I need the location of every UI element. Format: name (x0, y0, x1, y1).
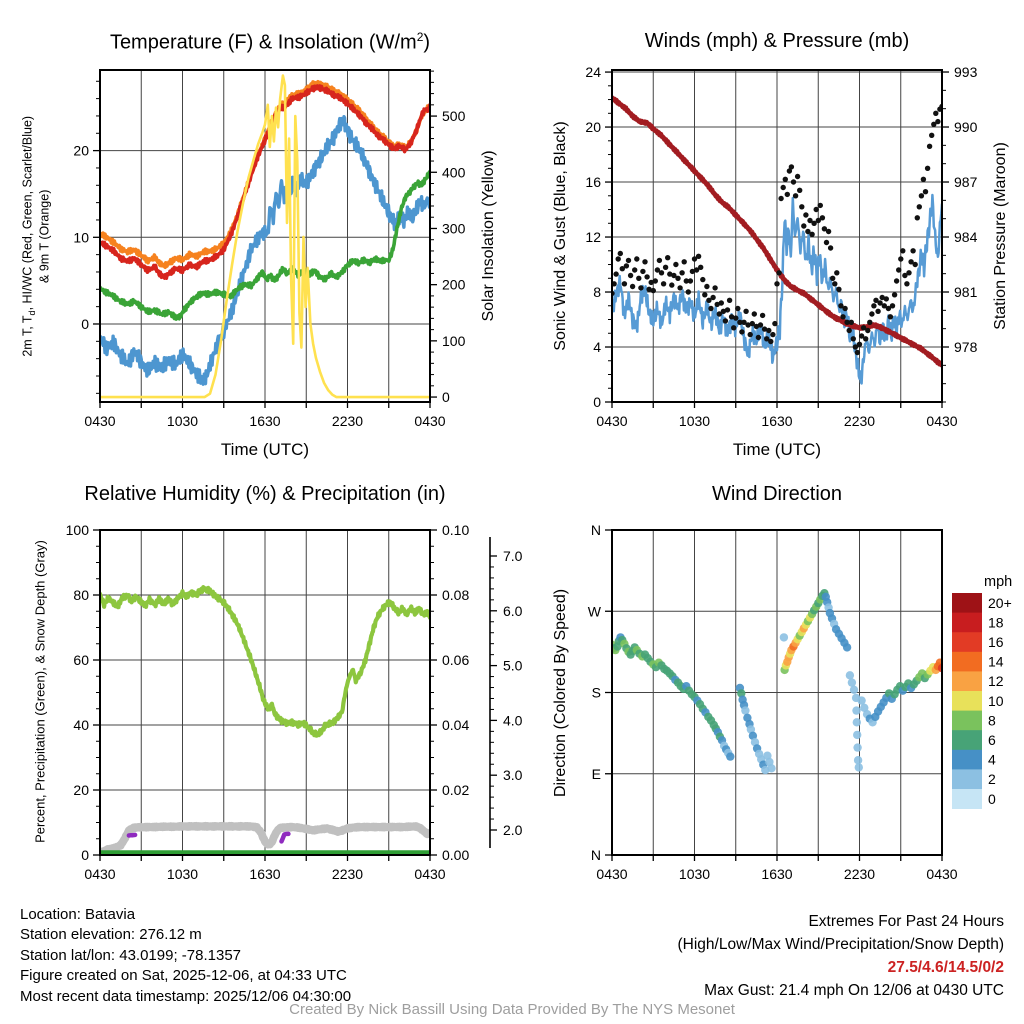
svg-text:200: 200 (442, 276, 466, 293)
svg-text:E: E (591, 765, 601, 782)
svg-text:2230: 2230 (331, 413, 364, 429)
temp-title-text: Temperature (F) & Insolation (W/m (109, 31, 417, 54)
svg-text:984: 984 (954, 229, 978, 246)
svg-text:978: 978 (954, 339, 978, 356)
svg-text:8: 8 (593, 284, 601, 301)
temp-xaxis-label: Time (UTC) (220, 440, 310, 459)
created-line: Figure created on Sat, 2025-12-06, at 04:33 UTC (20, 967, 347, 985)
svg-text:0430: 0430 (596, 866, 628, 882)
max-gust-line: Max Gust: 21.4 mph On 12/06 at 0430 UTC (704, 982, 1004, 999)
temp-panel-title (40, 30, 500, 55)
svg-text:0430: 0430 (596, 413, 628, 429)
svg-text:0.02: 0.02 (442, 782, 470, 798)
temp-ylabel-sub: d (27, 310, 38, 316)
svg-text:18: 18 (988, 614, 1004, 631)
rh-yaxis-label: Percent, Precipitation (Green), & Snow Depth (Gray) (32, 540, 48, 843)
svg-text:20: 20 (73, 782, 89, 798)
svg-text:0430: 0430 (84, 413, 116, 429)
extremes-block (678, 910, 1005, 1002)
temp-ylabel-line2: & 9m T (Orange) (37, 189, 52, 283)
svg-text:4.0: 4.0 (503, 712, 523, 729)
svg-text:0: 0 (81, 847, 89, 863)
svg-text:1630: 1630 (249, 866, 281, 882)
svg-text:2: 2 (988, 771, 996, 788)
svg-text:4: 4 (988, 751, 996, 768)
svg-text:0.04: 0.04 (442, 717, 470, 733)
svg-text:14: 14 (988, 653, 1004, 670)
svg-text:20: 20 (585, 119, 601, 136)
svg-text:400: 400 (442, 164, 466, 181)
temp-title-sup: 2 (416, 30, 424, 44)
svg-text:0.10: 0.10 (442, 522, 470, 538)
pressure-yaxis-label: Station Pressure (Maroon) (992, 142, 1009, 330)
svg-text:N: N (590, 847, 601, 863)
temp-ylabel-pre: 2m T, T (20, 315, 35, 357)
extremes-title: Extremes For Past 24 Hours (808, 913, 1004, 930)
svg-text:1030: 1030 (678, 866, 711, 882)
svg-text:6.0: 6.0 (503, 602, 523, 619)
extremes-subtitle: (High/Low/Max Wind/Precipitation/Snow Depth) (677, 936, 1004, 953)
elevation-line: Station elevation: 276.12 m (20, 926, 202, 944)
svg-text:987: 987 (954, 174, 978, 191)
timestamp-line: Most recent data timestamp: 2025/12/06 04:30:00 (20, 987, 352, 1005)
location-line: Location: Batavia (20, 906, 136, 923)
svg-text:6: 6 (988, 732, 996, 748)
svg-text:1030: 1030 (166, 866, 199, 882)
svg-text:5.0: 5.0 (503, 657, 523, 674)
svg-text:12: 12 (988, 673, 1004, 690)
svg-text:W: W (587, 603, 601, 620)
svg-text:0: 0 (81, 315, 89, 332)
wind-xaxis-label: Time (UTC) (732, 440, 822, 459)
svg-text:8: 8 (988, 712, 996, 729)
svg-text:2.0: 2.0 (503, 822, 523, 838)
svg-text:0430: 0430 (414, 413, 446, 429)
svg-text:2230: 2230 (843, 413, 876, 429)
svg-text:990: 990 (954, 119, 978, 136)
temp-ylabel-post: , HI/WC (Red, Green, Scarlet/Blue) (20, 115, 35, 311)
svg-text:0430: 0430 (926, 413, 958, 429)
latlon-line: Station lat/lon: 43.0199; -78.1357 (20, 946, 242, 964)
svg-text:0.06: 0.06 (442, 652, 470, 668)
svg-text:12: 12 (585, 229, 601, 246)
svg-text:10: 10 (988, 692, 1004, 709)
svg-text:S: S (591, 684, 601, 701)
svg-text:16: 16 (585, 174, 601, 191)
svg-text:100: 100 (442, 332, 466, 349)
svg-text:0430: 0430 (84, 866, 116, 882)
rh-panel-title: Relative Humidity (%) & Precipitation (in) (84, 483, 446, 505)
svg-text:0: 0 (442, 389, 450, 406)
svg-text:1630: 1630 (761, 866, 793, 882)
wind-panel-title: Winds (mph) & Pressure (mb) (644, 30, 910, 52)
svg-text:24: 24 (585, 64, 601, 81)
svg-text:10: 10 (73, 229, 89, 246)
svg-text:0: 0 (988, 790, 996, 807)
svg-text:100: 100 (65, 522, 89, 538)
svg-text:20+: 20+ (988, 594, 1012, 611)
svg-text:1630: 1630 (761, 413, 793, 429)
extremes-values: 27.5/4.6/14.5/0/2 (887, 959, 1004, 976)
svg-text:0.00: 0.00 (442, 847, 470, 863)
svg-text:3.0: 3.0 (503, 767, 523, 784)
temp-title-close: ) (423, 31, 431, 54)
svg-text:981: 981 (954, 284, 978, 301)
svg-text:N: N (590, 522, 601, 538)
svg-text:80: 80 (73, 587, 89, 603)
svg-text:300: 300 (442, 220, 466, 237)
svg-text:mph: mph (984, 574, 1013, 590)
svg-text:0430: 0430 (414, 866, 446, 882)
svg-text:60: 60 (73, 652, 89, 668)
dir-panel-title: Wind Direction (711, 483, 843, 505)
wind-yaxis-label: Sonic Wind & Gust (Blue, Black) (552, 121, 569, 351)
credit-line: Created By Nick Bassill Using Data Provided By The NYS Mesonet (289, 1001, 735, 1018)
svg-text:500: 500 (442, 108, 466, 125)
dir-yaxis-label: Direction (Colored By Speed) (552, 588, 569, 798)
svg-text:993: 993 (954, 64, 978, 81)
svg-text:1630: 1630 (249, 413, 281, 429)
svg-text:0430: 0430 (926, 866, 958, 882)
svg-text:0: 0 (593, 394, 601, 410)
svg-text:2230: 2230 (843, 866, 876, 882)
insolation-yaxis-label: Solar Insolation (Yellow) (480, 150, 497, 322)
svg-text:7.0: 7.0 (503, 548, 523, 564)
svg-text:4: 4 (593, 339, 601, 356)
svg-text:0.08: 0.08 (442, 587, 470, 603)
svg-text:40: 40 (73, 717, 89, 733)
svg-text:1030: 1030 (678, 413, 711, 429)
svg-text:20: 20 (73, 142, 89, 159)
station-info-block (20, 905, 351, 1007)
temp-yaxis-label (21, 56, 52, 416)
svg-text:1030: 1030 (166, 413, 199, 429)
svg-text:2230: 2230 (331, 866, 364, 882)
svg-text:16: 16 (988, 634, 1004, 650)
